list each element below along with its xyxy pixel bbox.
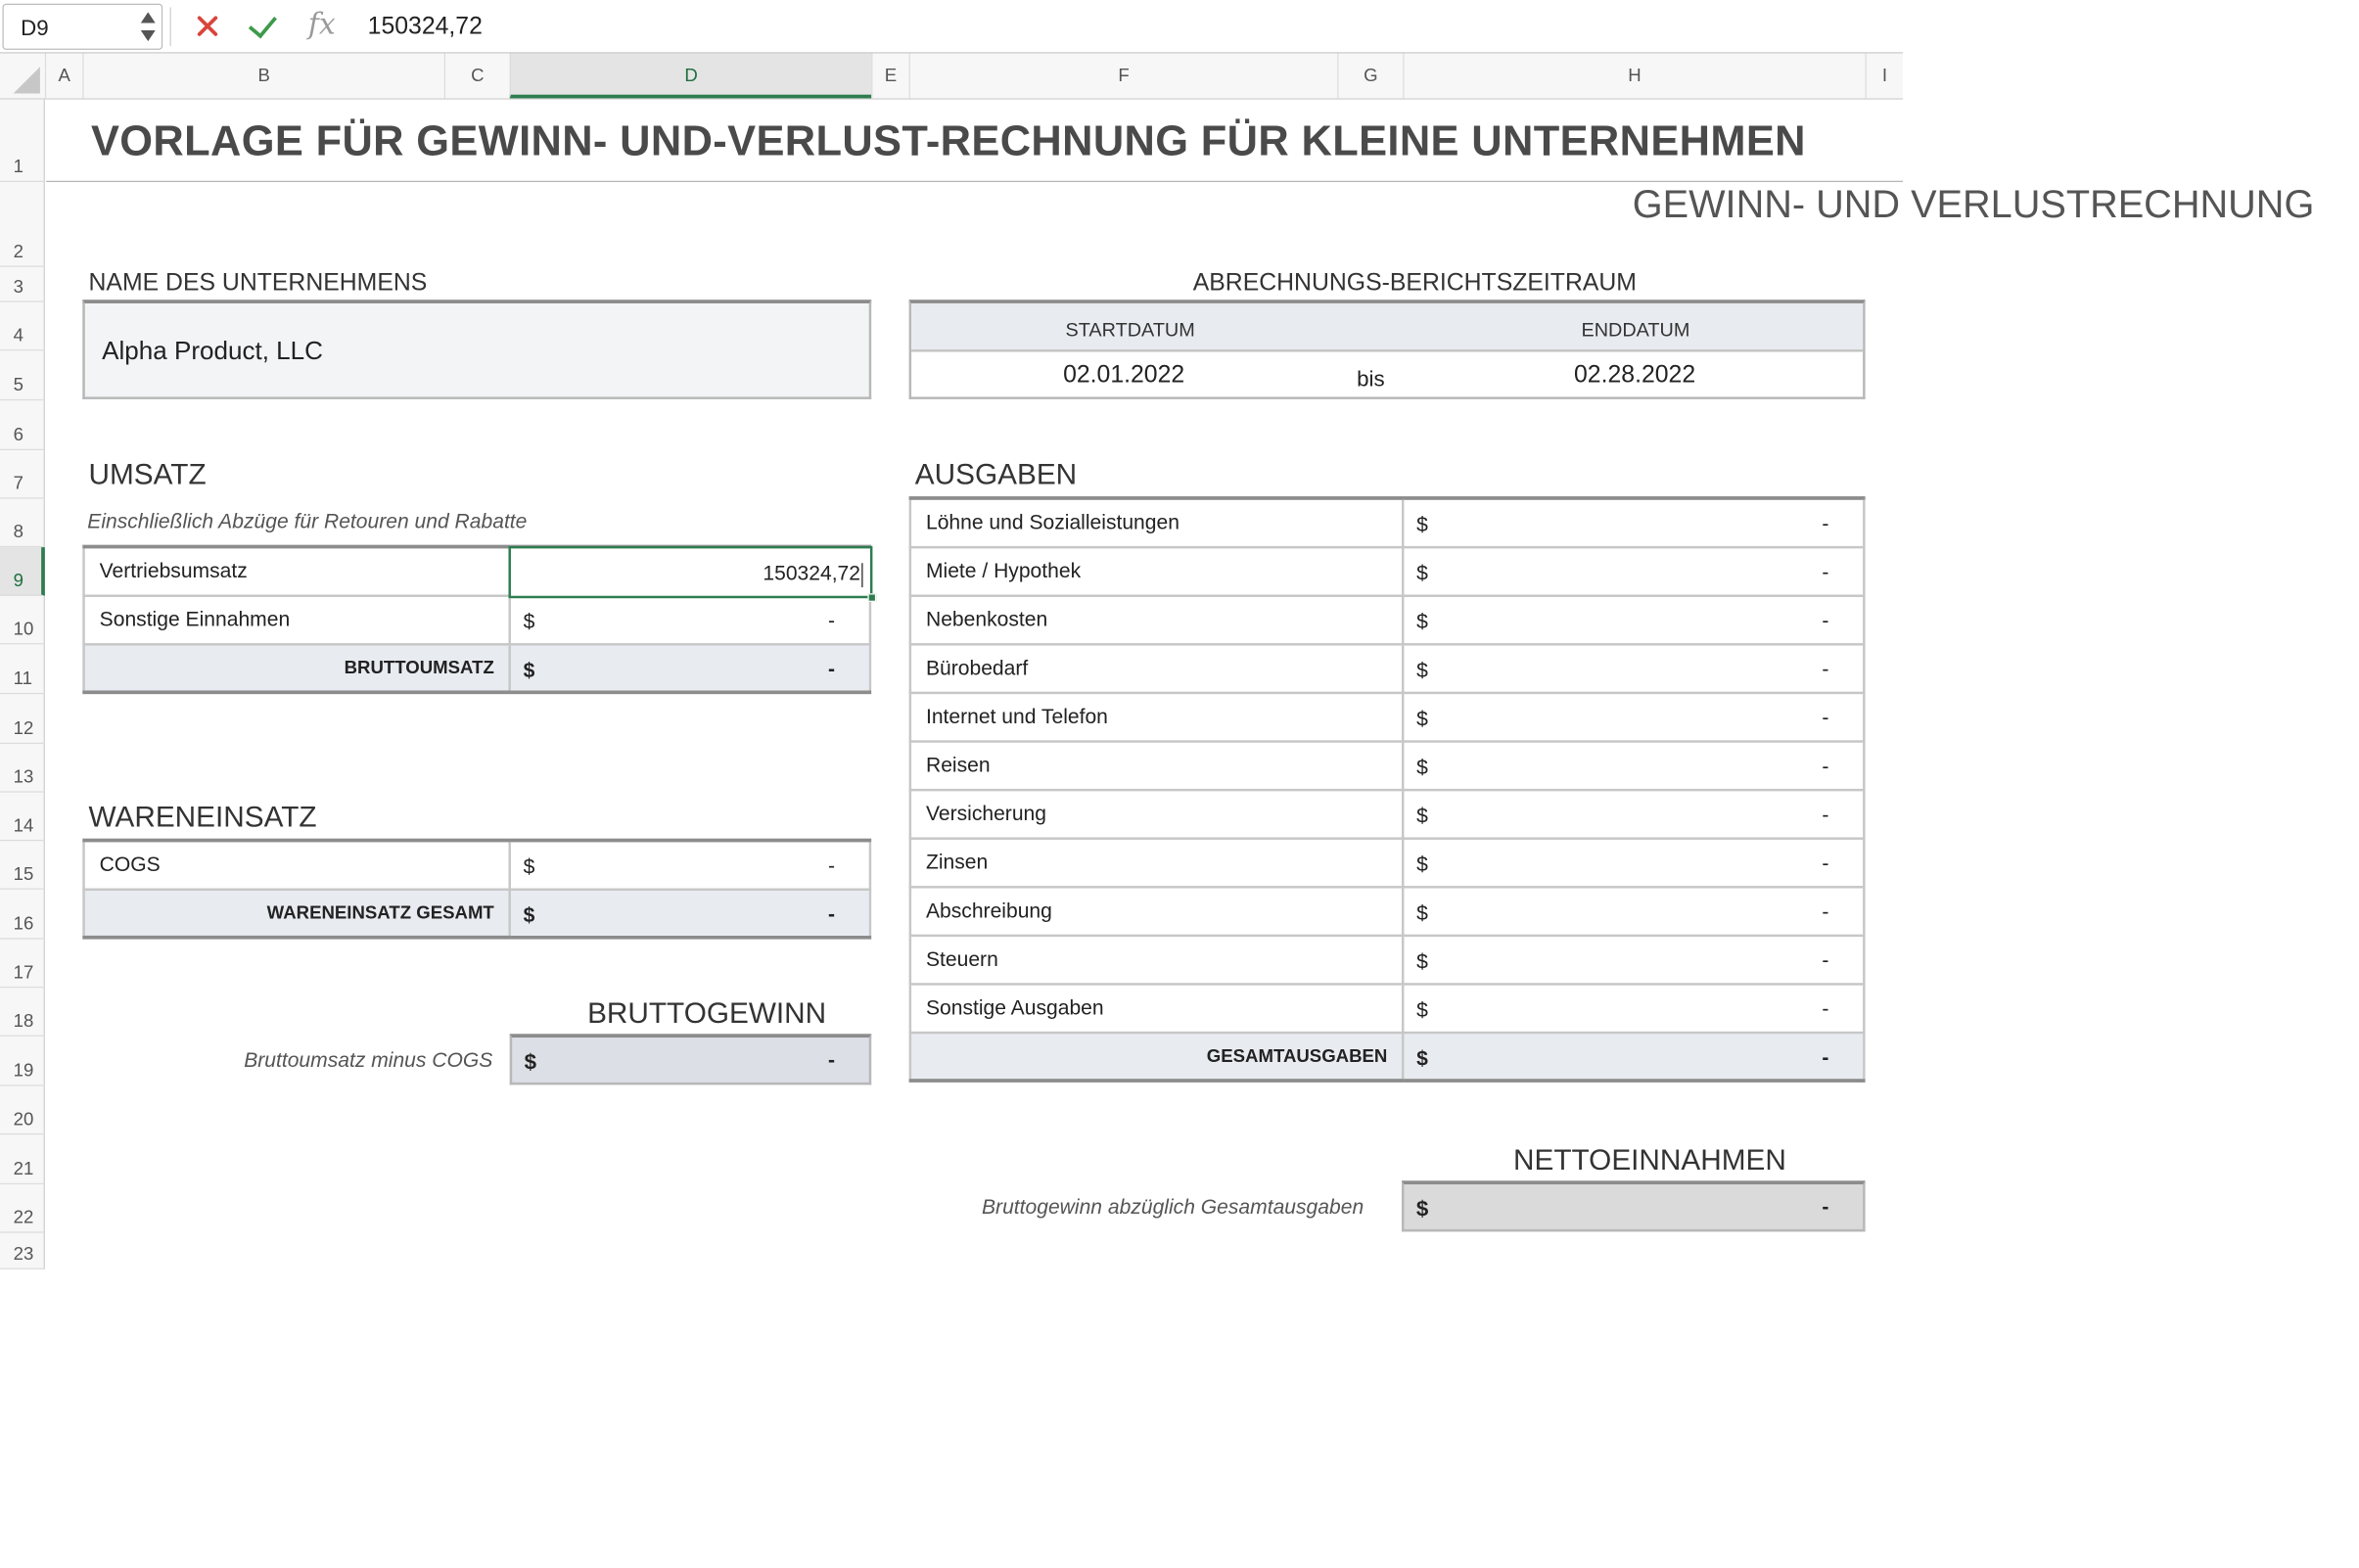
currency-symbol: $ [1416,609,1428,633]
net-income-heading[interactable]: NETTOEINNAHMEN [1513,1144,1786,1177]
expense-row-label[interactable]: Zinsen [910,838,1404,887]
cogs-row-label[interactable]: COGS [84,841,510,890]
column-header-f[interactable]: F [909,54,1338,99]
total-expenses-label[interactable]: GESAMTAUSGABEN [910,1032,1404,1081]
expense-row-amount[interactable] [1403,595,1864,644]
page-title[interactable]: VORLAGE FÜR GEWINN- UND-VERLUST-RECHNUNG FÜR KLEINE UNTERNEHMEN [90,117,1806,165]
row-header-8[interactable]: 8 [0,499,45,548]
cogs-total-label[interactable]: WARENEINSATZ GESAMT [84,889,510,938]
amount-value: - [1822,1195,1829,1219]
amount-value: - [1822,608,1829,632]
expense-row-label[interactable]: Bürobedarf [910,644,1404,693]
column-header-e[interactable]: E [871,54,908,99]
expense-row-amount[interactable] [1403,741,1864,790]
confirm-icon[interactable] [248,7,284,46]
column-header-g[interactable]: G [1337,54,1403,99]
cogs-total-amount[interactable] [510,889,870,938]
row-header-16[interactable]: 16 [0,890,45,940]
cogs-heading[interactable]: WARENEINSATZ [88,801,317,834]
expense-row-label[interactable]: Internet und Telefon [910,692,1404,741]
name-box-value: D9 [21,16,49,40]
expense-row-label[interactable]: Steuern [910,935,1404,984]
gross-revenue-amount[interactable] [510,644,870,693]
currency-symbol: $ [1416,900,1428,925]
table-row [910,789,1864,838]
row-header-6[interactable]: 6 [0,400,45,450]
period-table [909,300,1866,399]
expense-row-label[interactable]: Nebenkosten [910,595,1404,644]
expense-row-label[interactable]: Sonstige Ausgaben [910,984,1404,1033]
table-row [910,887,1864,936]
table-row [910,1032,1864,1081]
fill-handle[interactable] [867,593,876,602]
insert-function-icon[interactable]: fx [307,7,336,42]
amount-value: - [827,1048,835,1072]
amount-value: - [1822,1045,1829,1069]
amount-value: - [827,853,835,878]
net-income-note[interactable]: Bruttogewinn abzüglich Gesamtausgaben [981,1195,1365,1219]
row-header-11[interactable]: 11 [0,644,45,694]
currency-symbol: $ [1416,852,1428,876]
amount-value: - [1822,947,1829,972]
column-header-h[interactable]: H [1403,54,1865,99]
name-box-stepper-icon[interactable] [140,9,157,45]
cogs-row-amount[interactable] [510,841,870,890]
table-row [910,935,1864,984]
amount-value: - [1822,754,1829,778]
row-header-17[interactable]: 17 [0,940,45,989]
row-header-bar [0,100,45,1269]
title-divider [46,181,1903,182]
row-header-3[interactable]: 3 [0,267,45,302]
row-header-10[interactable]: 10 [0,596,45,645]
currency-symbol: $ [1416,658,1428,682]
revenue-row-amount[interactable] [510,595,870,644]
end-date-label[interactable]: ENDDATUM [1581,320,1690,342]
row-header-18[interactable]: 18 [0,988,45,1037]
amount-value: - [1822,803,1829,826]
row-header-7[interactable]: 7 [0,450,45,499]
amount-value: - [1822,560,1829,583]
expenses-heading[interactable]: AUSGABEN [914,458,1078,492]
column-header-bar [0,54,1903,100]
table-row [84,889,870,938]
company-name-label[interactable]: NAME DES UNTERNEHMENS [88,269,428,297]
amount-value: - [1822,512,1829,535]
chevron-up-icon[interactable] [141,12,156,23]
report-subtitle[interactable]: GEWINN- UND VERLUSTRECHNUNG [1632,181,2315,226]
table-row [910,692,1864,741]
active-cell-value: 150324,72 [763,562,862,586]
text-cursor [861,563,862,587]
revenue-note[interactable]: Einschließlich Abzüge für Retouren und Rabatte [87,509,528,533]
row-header-15[interactable]: 15 [0,841,45,890]
row-header-4[interactable]: 4 [0,302,45,351]
gross-profit-amount[interactable] [510,1034,871,1084]
row-header-13[interactable]: 13 [0,744,45,793]
revenue-row-label[interactable]: Sonstige Einnahmen [84,595,510,644]
row-header-14[interactable]: 14 [0,793,45,842]
currency-symbol: $ [1416,707,1428,730]
row-header-2[interactable]: 2 [0,182,45,267]
expense-row-amount[interactable] [1403,547,1864,596]
column-header-c[interactable]: C [444,54,510,99]
row-header-21[interactable]: 21 [0,1134,45,1184]
start-date-value[interactable]: 02.01.2022 [1063,361,1185,389]
formula-bar [0,0,1903,54]
currency-symbol: $ [1416,561,1428,584]
currency-symbol: $ [1416,949,1428,973]
table-row [910,595,1864,644]
currency-symbol: $ [1416,513,1428,536]
column-header-a[interactable]: A [45,54,82,99]
amount-value: - [1822,705,1829,729]
start-date-label[interactable]: STARTDATUM [1065,320,1195,342]
gross-profit-note[interactable]: Bruttoumsatz minus COGS [244,1048,493,1072]
amount-value: - [827,901,835,926]
expense-row-label[interactable]: Löhne und Sozialleistungen [910,498,1404,547]
currency-symbol: $ [524,1049,537,1075]
expense-row-amount[interactable] [1403,887,1864,936]
active-cell-d9[interactable] [508,546,872,598]
currency-symbol: $ [523,903,535,927]
total-expenses-amount[interactable] [1403,1032,1864,1081]
expense-row-label[interactable]: Reisen [910,741,1404,790]
revenue-row-label[interactable]: Vertriebsumsatz [84,547,510,596]
amount-value: - [1822,851,1829,875]
cancel-icon[interactable] [189,7,225,46]
column-header-b[interactable]: B [82,54,443,99]
row-header-23[interactable]: 23 [0,1233,45,1269]
period-header-row [911,303,1863,352]
expense-row-amount[interactable] [1403,789,1864,838]
gross-profit-heading[interactable]: BRUTTOGEWINN [587,997,827,1031]
amount-value: - [1822,657,1829,680]
expense-row-amount[interactable] [1403,984,1864,1033]
table-row [84,595,870,644]
revenue-heading[interactable]: UMSATZ [88,458,207,492]
company-name-field[interactable] [82,300,871,399]
to-word[interactable]: bis [1357,366,1385,392]
cogs-table [82,839,871,940]
table-row [910,838,1864,887]
select-all-icon[interactable] [14,67,40,93]
chevron-down-icon[interactable] [141,30,156,41]
expense-row-amount[interactable] [1403,692,1864,741]
gross-revenue-label[interactable]: BRUTTOUMSATZ [84,644,510,693]
table-row [910,644,1864,693]
currency-symbol: $ [1416,755,1428,779]
table-row [84,841,870,890]
currency-symbol: $ [523,609,535,633]
expense-row-amount[interactable] [1403,644,1864,693]
row-header-5[interactable]: 5 [0,350,45,400]
table-row [84,644,870,693]
amount-value: - [1822,899,1829,923]
name-box[interactable] [2,4,162,50]
currency-symbol: $ [1415,1196,1429,1222]
formula-bar-divider [170,7,171,46]
expenses-table [909,496,1866,1083]
table-row [910,984,1864,1033]
expense-row-label[interactable]: Versicherung [910,789,1404,838]
row-header-19[interactable]: 19 [0,1037,45,1086]
currency-symbol: $ [1416,804,1428,827]
select-all-corner[interactable] [0,54,45,99]
table-row [910,498,1864,547]
amount-value: - [827,608,835,632]
formula-input[interactable]: 150324,72 [367,13,483,40]
row-header-9[interactable]: 9 [0,547,45,596]
table-row [910,741,1864,790]
row-header-20[interactable]: 20 [0,1086,45,1135]
column-header-i[interactable]: I [1866,54,1903,99]
row-header-22[interactable]: 22 [0,1184,45,1233]
expense-row-amount[interactable] [1403,498,1864,547]
expense-row-amount[interactable] [1403,935,1864,984]
currency-symbol: $ [523,855,535,879]
currency-symbol: $ [1416,997,1428,1022]
end-date-value[interactable]: 02.28.2022 [1574,361,1696,389]
expense-row-label[interactable]: Abschreibung [910,887,1404,936]
table-row [910,547,1864,596]
period-label[interactable]: ABRECHNUNGS-BERICHTSZEITRAUM [1192,269,1637,297]
expense-row-label[interactable]: Miete / Hypothek [910,547,1404,596]
amount-value: - [827,657,835,680]
currency-symbol: $ [1416,1046,1428,1070]
net-income-amount[interactable] [1402,1180,1866,1231]
row-header-1[interactable]: 1 [0,100,45,182]
row-header-12[interactable]: 12 [0,694,45,744]
currency-symbol: $ [523,658,535,682]
amount-value: - [1822,996,1829,1021]
company-name-value: Alpha Product, LLC [102,337,323,366]
column-header-d[interactable]: D [510,54,871,99]
expense-row-amount[interactable] [1403,838,1864,887]
